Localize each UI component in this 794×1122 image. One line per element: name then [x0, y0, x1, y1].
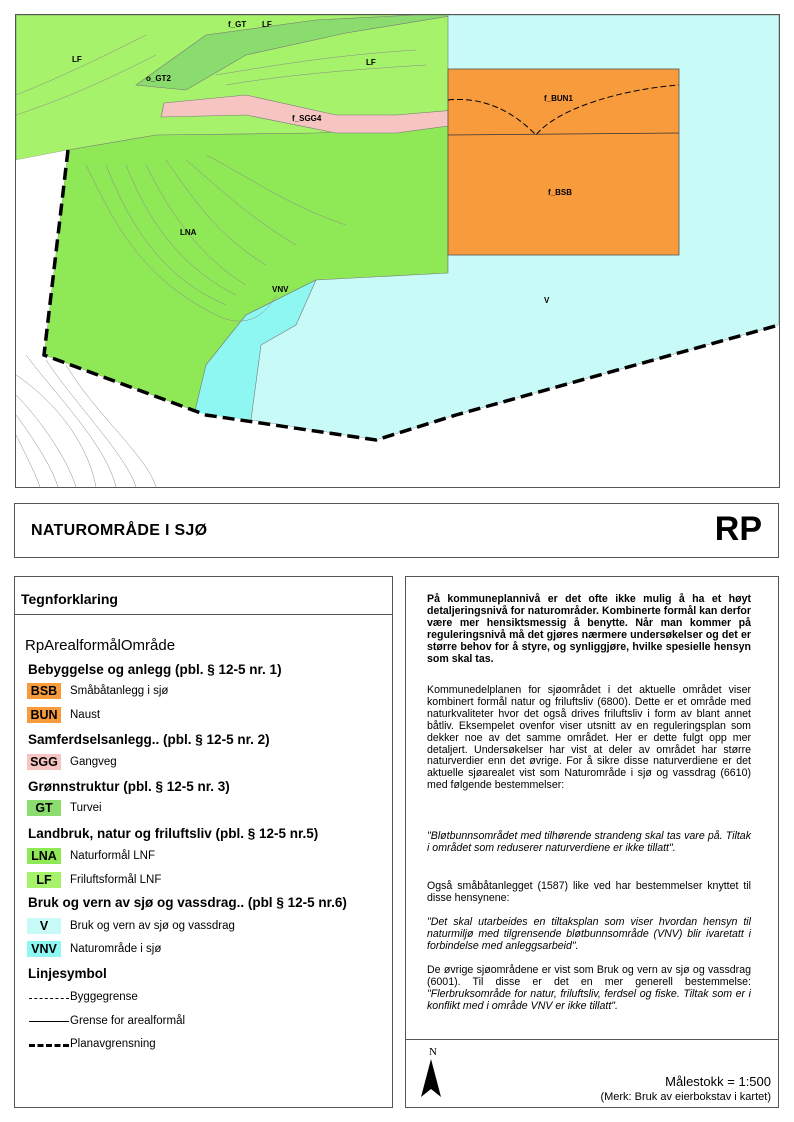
legend-item-label: Naturområde i sjø — [70, 943, 162, 955]
legend-swatch: BSB — [27, 683, 61, 699]
legend-group-title: Grønnstruktur (pbl. § 12-5 nr. 3) — [28, 779, 230, 794]
map-label-v: V — [544, 296, 550, 305]
legend-group-title: Bruk og vern av sjø og vassdrag.. (pbl § 12-5 nr.6) — [28, 895, 347, 910]
legend-item-label: Bruk og vern av sjø og vassdrag — [70, 920, 235, 932]
plan-code: RP — [714, 510, 762, 548]
body-paragraph: Også småbåtanlegget (1587) like ved har bestemmelser knyttet til disse hensynene: — [427, 880, 751, 904]
page-title: NATUROMRÅDE I SJØ — [31, 522, 208, 539]
north-arrow-icon — [418, 1047, 448, 1107]
body-text: De øvrige sjøområdene er vist som Bruk og vern av sjø og vassdrag (6001). Til disse er det en mer generell bestemmelse: — [427, 964, 751, 988]
planavgrensning-symbol — [29, 1044, 69, 1047]
map-label-f-gt: f_GT — [228, 20, 247, 29]
legend-item-label: Gangveg — [70, 756, 117, 768]
legend-swatch: V — [27, 918, 61, 934]
legend-group-title: Landbruk, natur og friluftsliv (pbl. § 12-5 nr.5) — [28, 826, 319, 841]
legend-swatch: BUN — [27, 707, 61, 723]
north-label: N — [429, 1047, 437, 1058]
title-bar — [14, 503, 779, 558]
plan-map — [15, 14, 780, 488]
arealformal-symbol — [29, 1021, 69, 1022]
legend-item-label: Naust — [70, 709, 101, 721]
map-label-f-bsb: f_BSB — [548, 188, 573, 197]
map-label-lf-top: LF — [262, 20, 272, 29]
legend-line-label: Byggegrense — [70, 991, 138, 1003]
map-label-f-bun1: f_BUN1 — [544, 94, 573, 103]
legend-panel — [14, 576, 393, 1108]
body-paragraph: Kommunedelplanen for sjøområdet i det aktuelle området viser kombinert formål natur og friluftsliv (6800). Dette er et område med naturkvaliteter hvor det også drives friluftsliv i form av blant annet båtliv. Eksempelet ovenfor viser utsnitt av en reguleringsplan som dekker noe av det samme området. Her er dette fulgt opp mer detaljert. Undersøkelser har vist at deler av området har større naturverdier enn det øvrige. For å sikre disse naturverdiene er det aktuelle sjøarealet vist som Naturområde i sjø og vassdrag (6610) med følgende bestemmelser: — [427, 684, 751, 792]
north-arrow — [418, 1047, 448, 1107]
map-label-vnv: VNV — [272, 285, 289, 294]
legend-divider — [15, 614, 392, 615]
legend-group-title: Bebyggelse og anlegg (pbl. § 12-5 nr. 1) — [28, 662, 282, 677]
byggegrense-symbol — [29, 998, 69, 999]
legend-line-label: Planavgrensning — [70, 1038, 156, 1050]
quote-paragraph: "Det skal utarbeides en tiltaksplan som viser hvordan hensyn til naturmiljø med tilgrensende bløtbunnsområde (VNV) blir ivaretatt i forbindelse med anleggsarbeid". — [427, 916, 751, 952]
legend-item-label: Friluftsformål LNF — [70, 874, 162, 886]
legend-item-label: Naturformål LNF — [70, 850, 155, 862]
legend-item-label: Småbåtanlegg i sjø — [70, 685, 169, 697]
note-text: (Merk: Bruk av eierbokstav i kartet) — [600, 1091, 771, 1103]
legend-swatch: GT — [27, 800, 61, 816]
body-paragraph — [427, 965, 751, 1013]
legend-subheading: RpArealformålOmråde — [25, 637, 176, 654]
legend-swatch: LNA — [27, 848, 61, 864]
map-canvas — [16, 15, 779, 487]
map-label-lna: LNA — [180, 228, 197, 237]
quote-text: "Flerbruksområde for natur, friluftsliv, ferdsel og fiske. Tiltak som er i konflikt med i område VNV er ikke tillatt". — [427, 987, 751, 1012]
legend-item-label: Turvei — [70, 802, 102, 814]
map-label-lf-left: LF — [72, 55, 82, 64]
intro-text: På kommuneplannivå er det ofte ikke mulig å ha et høyt detaljeringsnivå for naturområder. Kombinerte formål kan derfor være mer hensiktsmessig å benytte. Når man kommer på reguleringsnivå må det gjøres nærmere undersøkelser og det er større behov for å styre, og synliggjøre, hvilke spesielle hensyn som skal tas. — [427, 593, 751, 665]
legend-group-title: Samferdselsanlegg.. (pbl. § 12-5 nr. 2) — [28, 732, 270, 747]
scale-text: Målestokk = 1:500 — [665, 1074, 771, 1089]
legend-swatch: VNV — [27, 941, 61, 957]
map-label-lf-mid: LF — [366, 58, 376, 67]
legend-swatch: LF — [27, 872, 61, 888]
legend-line-title: Linjesymbol — [28, 966, 107, 981]
map-label-o-gt2: o_GT2 — [146, 74, 171, 83]
legend-heading: Tegnforklaring — [21, 591, 118, 607]
panel-divider — [406, 1039, 778, 1040]
north-arrow-shape — [421, 1059, 441, 1097]
quote-paragraph: "Bløtbunnsområdet med tilhørende strandeng skal tas vare på. Tiltak i området som reduserer naturverdiene er ikke tillatt". — [427, 830, 751, 854]
map-label-f-sgg4: f_SGG4 — [292, 114, 322, 123]
description-panel — [405, 576, 779, 1108]
legend-line-label: Grense for arealformål — [70, 1015, 186, 1027]
legend-swatch: SGG — [27, 754, 61, 770]
